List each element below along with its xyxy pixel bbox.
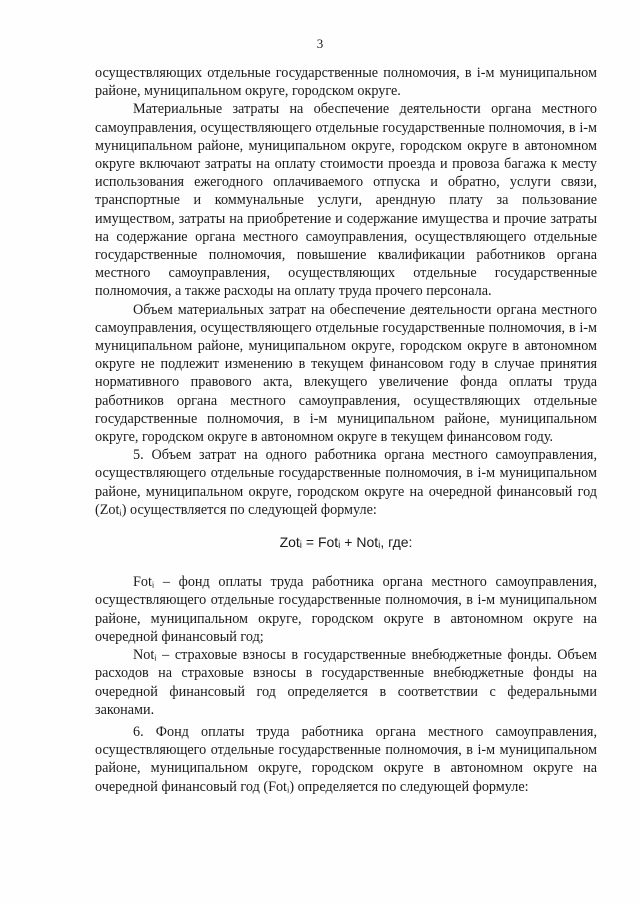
paragraph-continuation: осуществляющих отдельные государственные полномочия, в i-м муниципальном районе, муниципальном округе, городском округе. [95,65,597,100]
paragraph-item-5: 5. Объем затрат на одного работника органа местного самоуправления, осуществляющего отдельные государственные полномочия, в i-м муниципальном районе, муниципальном округе, городском округе на очередной финансовый год (Zotᵢ) осуществляется по следующей формуле: [95,447,597,518]
paragraph-item-6: 6. Фонд оплаты труда работника органа местного самоуправления, осуществляющего отдельные государственные полномочия, в i-м муниципальном районе, муниципальном округе, городском округе в автономном округе на очередной финансовый год (Fotᵢ) определяется по следующей формуле: [95,723,597,795]
page-number: 3 [316,36,324,51]
paragraph-material-costs-volume: Объем материальных затрат на обеспечение деятельности органа местного самоуправления, осуществляющего отдельные государственные полномочия, в i-м муниципальном районе, муниципальном округе, городском округе в автономном округе не подлежит изменению в текущем финансовом году в случае принятия нормативного правового акта, влекущего увеличение фонда оплаты труда работников органа местного самоуправления, осуществляющих отдельные государственные полномочия, в i-м муниципальном районе, муниципальном округе, городском округе в автономном округе в текущем финансовом году. [95,301,597,446]
paragraph-material-costs: Материальные затраты на обеспечение деятельности органа местного самоуправления, осуществляющего отдельные государственные полномочия, в i-м муниципальном районе, муниципальном округе, городском округе в автономном округе включают затраты на оплату стоимости проезда и провоза багажа к месту использования ежегодного оплачиваемого отпуска и обратно, услуги связи, транспортные и коммунальные услуги, арендную плату за пользование имуществом, затраты на приобретение и содержание имущества и прочие затраты на содержание органа местного самоуправления, осуществляющего отдельные государственные полномочия, повышение квалификации работников органа местного самоуправления, осуществляющих отдельные государственные полномочия, а также расходы на оплату труда прочего персонала. [95,101,597,300]
formula-zot: Zotᵢ = Fotᵢ + Notᵢ, где: [279,534,413,551]
document-body [95,64,597,796]
definition-not: Notᵢ – страховые взносы в государственные внебюджетные фонды. Объем расходов на страховые взносы в государственные внебюджетные фонды на очередной финансовый год определяется в соответствии с федеральными законами. [95,647,597,718]
definition-fot: Fotᵢ – фонд оплаты труда работника органа местного самоуправления, осуществляющего отдельные государственные полномочия, в i-м муниципальном районе, муниципальном округе, городском округе в автономном округе на очередной финансовый год; [95,574,597,645]
